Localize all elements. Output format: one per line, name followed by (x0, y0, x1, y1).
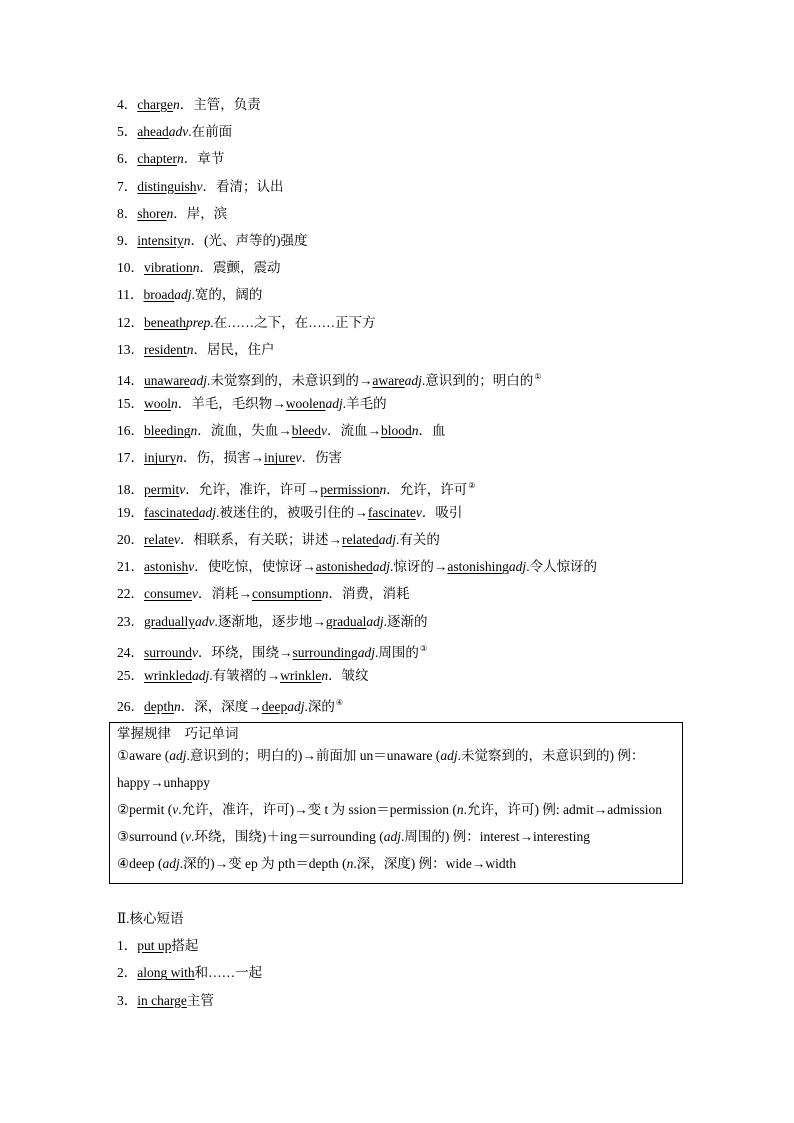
tip-text: .意识到的；明白的)→前面加 un＝unaware ( (186, 748, 441, 763)
tip-text: .环绕，围绕)＋ing＝surrounding ( (190, 829, 384, 844)
phrases-list (117, 936, 717, 1018)
part-of-speech: adj (162, 856, 180, 871)
vocab-entry (117, 476, 717, 503)
phrase-entry (117, 936, 717, 963)
meaning: ．(光、声等的)强度 (190, 232, 308, 248)
vocab-entry (117, 584, 717, 611)
headword: bleeding (144, 423, 191, 439)
headword: distinguish (137, 178, 197, 194)
part-of-speech: adj (366, 613, 384, 629)
part-of-speech: n (176, 151, 184, 167)
part-of-speech: n (321, 667, 329, 683)
part-of-speech: adj (198, 504, 216, 520)
part-of-speech: n (411, 423, 419, 439)
meaning: ．深，深度→ (180, 699, 262, 715)
part-of-speech: adj (508, 559, 527, 575)
headword: broad (143, 287, 175, 303)
entry-number: 3． (117, 992, 138, 1008)
part-of-speech: n (176, 450, 183, 466)
meaning: ．伤害 (301, 450, 342, 466)
meaning: .有皱褶的→ (209, 667, 281, 683)
headword: permit (144, 481, 180, 497)
part-of-speech: adj (174, 287, 192, 303)
part-of-speech: adj (357, 644, 376, 660)
part-of-speech: n (346, 856, 354, 871)
derived-word: wrinkle (280, 667, 322, 683)
meaning: ．震颤，震动 (199, 260, 281, 276)
headword: beneath (144, 314, 186, 330)
meaning: .意识到的；明白的 (421, 372, 534, 388)
meaning: ．相联系，有关联；讲述→ (179, 532, 342, 547)
part-of-speech: v (196, 178, 203, 194)
vocab-entry (117, 313, 717, 340)
part-of-speech: n (321, 586, 329, 602)
meaning: .羊毛的 (342, 396, 387, 412)
footnote-marker: ④ (335, 698, 344, 708)
headword: wrinkled (144, 667, 192, 683)
derived-word: astonished (315, 559, 373, 575)
tip-text: ③surround ( (117, 829, 185, 844)
tips-title: 掌握规律 巧记单词 (117, 726, 239, 741)
footnote-marker: ① (534, 371, 542, 381)
tip-text: .允许，准许，许可)→变 t 为 ssion＝permission ( (178, 802, 457, 817)
tip-text: ④deep ( (117, 856, 163, 871)
derived-word: aware (372, 372, 405, 388)
vocab-entry (117, 258, 717, 285)
part-of-speech: v (192, 586, 198, 602)
part-of-speech: n (172, 97, 180, 112)
part-of-speech: adj (189, 372, 207, 388)
vocab-entry (117, 693, 717, 720)
headword: unaware (144, 372, 190, 388)
vocab-entry (117, 448, 717, 475)
meaning: ．主管，负责 (179, 97, 261, 112)
phrases-heading: Ⅱ.核心短语 (117, 911, 184, 926)
headword: charge (137, 97, 173, 112)
meaning: 搭起 (171, 938, 199, 954)
part-of-speech: adj (192, 667, 210, 683)
derived-word: permission (320, 481, 380, 497)
tip-text: .周围的) 例：interest→interesting (400, 829, 590, 844)
entry-number: 19． (117, 504, 144, 520)
tip-text: .未觉察到的，未意识到的) 例： (457, 748, 645, 763)
meaning: ．消费，消耗 (328, 586, 410, 602)
part-of-speech: v (415, 504, 422, 520)
part-of-speech: n (379, 481, 387, 497)
footnote-marker: ③ (419, 643, 428, 653)
headword: depth (144, 699, 174, 715)
entry-number: 1． (117, 938, 138, 954)
part-of-speech: v (172, 802, 179, 817)
headword: astonish (144, 559, 189, 575)
entry-number: 6． (117, 151, 138, 167)
part-of-speech: adj (325, 396, 343, 412)
vocab-entry (117, 204, 717, 231)
meaning: ．皱纹 (328, 667, 369, 683)
meaning: ．看清；认出 (202, 178, 284, 194)
meaning: .逐渐地，逐步地→ (214, 613, 326, 629)
entry-number: 16． (117, 423, 144, 439)
part-of-speech: n (166, 205, 174, 221)
part-of-speech: v (188, 559, 195, 575)
entry-number: 10． (117, 260, 144, 276)
vocab-entry (117, 149, 717, 176)
meaning: ．流血→ (327, 423, 381, 439)
tip-line (117, 827, 675, 854)
part-of-speech: v (321, 423, 327, 439)
derived-word: consumption (252, 586, 322, 602)
part-of-speech: v (184, 829, 191, 844)
derived-word: gradual (325, 613, 367, 629)
tip-line (117, 773, 675, 800)
meaning: .周围的 (375, 644, 419, 660)
vocab-entry (117, 557, 717, 584)
derived-word: deep (261, 699, 288, 715)
meaning: ．岸，滨 (173, 205, 228, 221)
entry-number: 12． (117, 314, 144, 330)
vocab-entry (117, 177, 717, 204)
tip-text: .深的)→变 ep 为 pth＝depth ( (179, 856, 347, 871)
meaning: ．消耗→ (198, 586, 252, 602)
entry-number: 4． (117, 97, 138, 112)
headword: intensity (137, 232, 184, 248)
headword: chapter (137, 151, 177, 167)
part-of-speech: adj (169, 748, 187, 763)
memory-tips-box (109, 722, 683, 884)
headword: shore (137, 205, 167, 221)
meaning: .被迷住的，被吸引住的→ (215, 504, 368, 520)
vocab-entry (117, 503, 717, 530)
headword: ahead (137, 124, 169, 140)
entry-number: 13． (117, 341, 144, 357)
meaning: ．流血，失血→ (197, 423, 292, 439)
part-of-speech: v (179, 481, 186, 497)
headword: resident (144, 341, 187, 357)
part-of-speech: adj (440, 748, 458, 763)
tip-line (117, 800, 675, 827)
vocab-entry (117, 231, 717, 258)
meaning: ．允许，许可 (386, 481, 468, 497)
headword: fascinated (144, 504, 199, 520)
derived-word: related (341, 532, 379, 547)
entry-number: 20． (117, 532, 144, 547)
entry-number: 24． (117, 644, 144, 660)
entry-number: 8． (117, 205, 138, 221)
entry-number: 26． (117, 699, 144, 715)
headword: gradually (144, 613, 195, 629)
tip-text: ②permit ( (117, 802, 173, 817)
vocab-entry (117, 612, 717, 639)
part-of-speech: adv (194, 613, 215, 629)
meaning: .令人惊讶的 (526, 559, 598, 575)
phrase: put up (137, 938, 172, 954)
part-of-speech: adj (287, 699, 305, 715)
vocab-entry (117, 666, 717, 693)
part-of-speech: v (173, 532, 180, 547)
entry-number: 15． (117, 396, 144, 412)
entry-number: 7． (117, 178, 138, 194)
tip-line (117, 746, 675, 773)
phrase-entry (117, 963, 717, 990)
vocab-entry (117, 340, 717, 367)
meaning: .惊讶的→ (390, 559, 448, 575)
entry-number: 9． (117, 232, 138, 248)
meaning: ．章节 (183, 151, 225, 167)
meaning: ．居民，住户 (193, 341, 275, 357)
entry-number: 25． (117, 667, 144, 683)
derived-word: bleed (291, 423, 321, 439)
part-of-speech: n (186, 341, 194, 357)
meaning: ．允许，准许，许可→ (185, 481, 321, 497)
entry-number: 14． (117, 372, 144, 388)
derived-word: injure (264, 450, 296, 466)
tip-text: .允许，许可) 例: admit→admission (463, 802, 662, 817)
meaning: .有关的 (395, 532, 440, 547)
headword: surround (144, 644, 192, 660)
meaning: ．血 (418, 423, 446, 439)
part-of-speech: n (183, 232, 191, 248)
part-of-speech: prep (185, 314, 211, 330)
vocab-entry (117, 285, 717, 312)
vocab-entry (117, 421, 717, 448)
part-of-speech: v (295, 450, 302, 466)
meaning: .宽的，阔的 (191, 287, 263, 303)
part-of-speech: adj (372, 559, 391, 575)
meaning: 主管 (186, 992, 214, 1008)
phrase: in charge (137, 992, 187, 1008)
part-of-speech: adj (404, 372, 422, 388)
headword: wool (144, 396, 171, 412)
entry-number: 22． (117, 586, 144, 602)
headword: relate (144, 532, 174, 547)
vocab-entry (117, 95, 717, 122)
footnote-marker: ② (468, 480, 476, 490)
meaning: .深的 (304, 699, 335, 715)
derived-word: astonishing (447, 559, 509, 575)
vocab-entry (117, 394, 717, 421)
meaning: ．环绕，围绕→ (198, 644, 293, 660)
part-of-speech: n (192, 260, 200, 276)
part-of-speech: adj (378, 532, 396, 547)
headword: vibration (144, 260, 193, 276)
entry-number: 23． (117, 613, 144, 629)
tips-lines (117, 746, 675, 881)
vocab-entry (117, 639, 717, 666)
part-of-speech: v (192, 644, 198, 660)
entry-number: 18． (117, 481, 144, 497)
derived-word: surrounding (292, 644, 358, 660)
meaning: ．伤，损害→ (183, 450, 264, 466)
part-of-speech: n (174, 699, 181, 715)
part-of-speech: adj (383, 829, 401, 844)
meaning: ．吸引 (421, 504, 463, 520)
headword: injury (144, 450, 177, 466)
meaning: 和……一起 (194, 965, 263, 981)
meaning: .逐渐的 (383, 613, 428, 629)
vocab-entry (117, 122, 717, 149)
derived-word: blood (381, 423, 412, 439)
meaning: ．羊毛，毛织物→ (177, 396, 286, 412)
meaning: .在……之下，在……正下方 (210, 314, 376, 330)
part-of-speech: adv (168, 124, 189, 140)
meaning: .未觉察到的，未意识到的→ (207, 372, 373, 388)
derived-word: fascinate (367, 504, 416, 520)
vocab-entry (117, 367, 717, 394)
tip-text: ①aware ( (117, 748, 170, 763)
entry-number: 17． (117, 450, 144, 466)
entry-number: 5． (117, 124, 138, 140)
core-phrases-section (117, 909, 717, 1018)
meaning: .在前面 (188, 124, 233, 140)
entry-number: 2． (117, 965, 138, 981)
headword: consume (144, 586, 192, 602)
part-of-speech: n (171, 396, 178, 412)
entry-number: 21． (117, 559, 144, 575)
tip-line (117, 854, 675, 881)
tip-text: happy→unhappy (117, 775, 210, 790)
entry-number: 11． (117, 287, 144, 303)
derived-word: woolen (285, 396, 326, 412)
part-of-speech: n (456, 802, 464, 817)
vocabulary-list (117, 95, 717, 720)
tip-text: .深，深度) 例：wide→width (353, 856, 517, 871)
meaning: ．使吃惊，使惊讶→ (194, 559, 316, 575)
part-of-speech: n (190, 423, 198, 439)
phrase-entry (117, 991, 717, 1018)
phrase: along with (137, 965, 195, 981)
vocab-entry (117, 530, 717, 557)
